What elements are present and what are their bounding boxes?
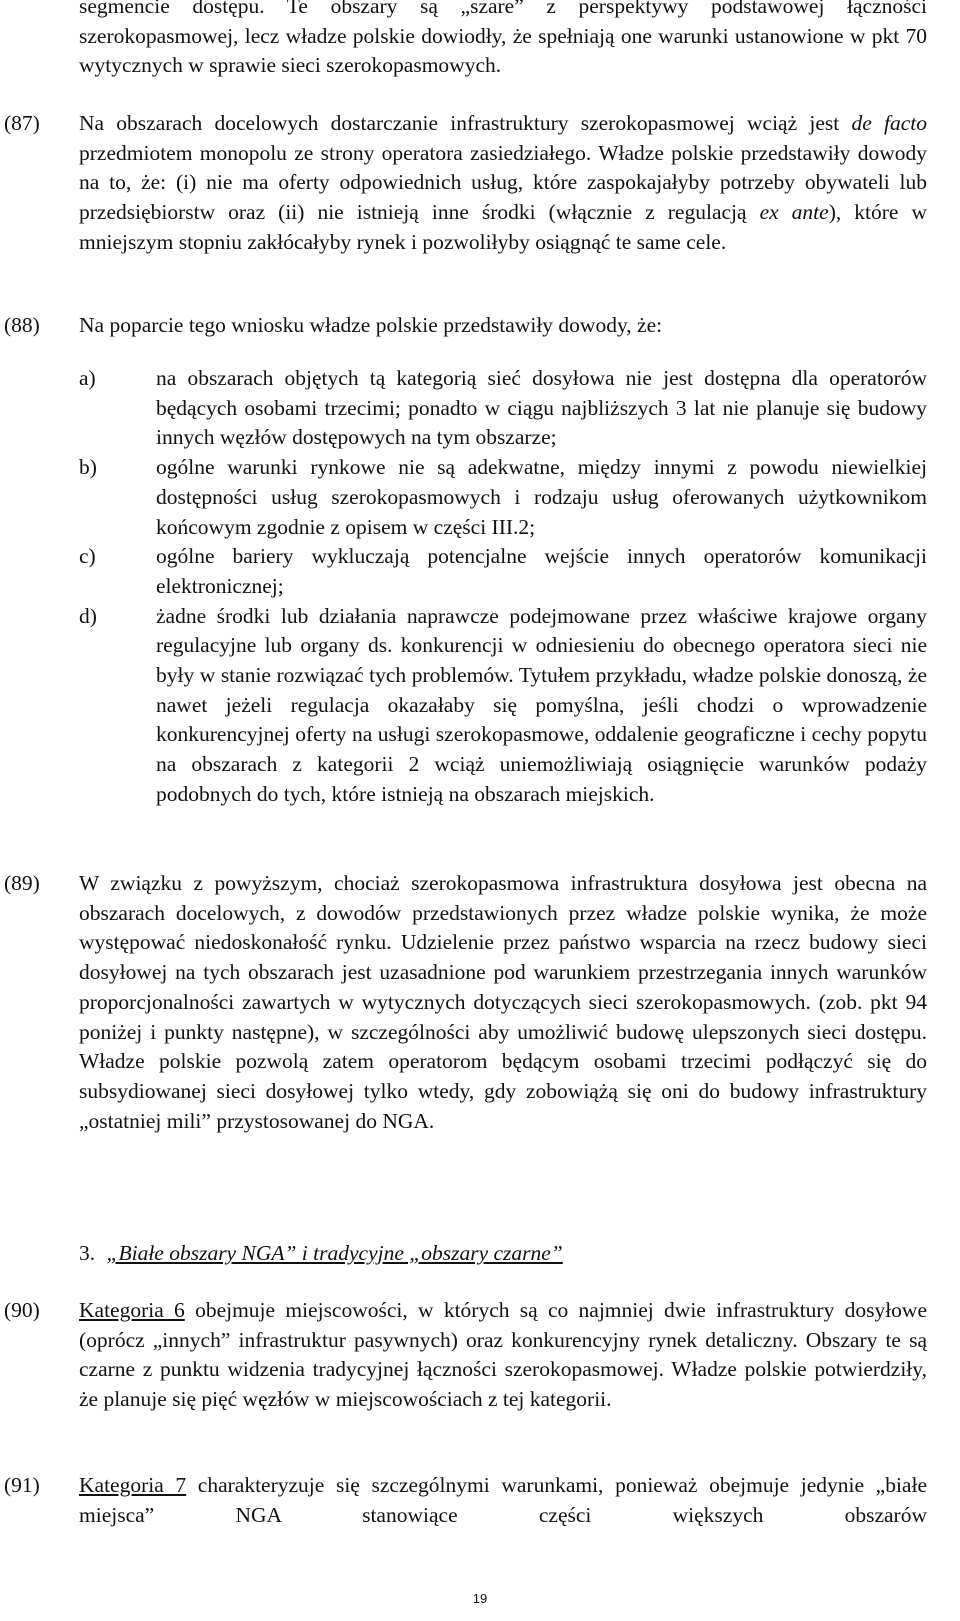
lead-paragraph: segmencie dostępu. Te obszary są „szare” z perspektywy podstawowej łączności szerokopasmowej, lecz władze polskie dowiodły, że spełniają one warunki ustanowione w pkt 70 wytycznych w sprawie sieci szerokopasmowych. xyxy=(79,0,927,78)
paragraph-text: W związku z powyższym, chociaż szerokopasmowa infrastruktura dosyłowa jest obecna na obszarach docelowych, z dowodów przedstawionych przez władze polskie wynika, że może występować niedoskonałość rynku. Udzielenie przez państwo wsparcia na rzecz budowy sieci dosyłowej na tych obszarach jest uzasadnione pod warunkiem przestrzegania innych warunków proporcjonalności zawartych w wytycznych dotyczących sieci szerokopasmowych. (zob. pkt 94 poniżej i punkty następne), w szczególności aby umożliwić budowę ulepszonych sieci dostępu. Władze polskie pozwolą zatem operatorom będącym osobami trzecimi podłączyć się do subsydiowanej sieci dosyłowej tylko wtedy, gdy zobowiążą się oni do budowy infrastruktury „ostatniej mili” przystosowanej do NGA. xyxy=(79,871,927,1133)
text-span: charakteryzuje się szczególnymi warunkami, ponieważ obejmuje jedynie „białe miejsca” NGA stanowiące części większych obszarów xyxy=(79,1473,927,1527)
paragraph-91 xyxy=(0,1471,927,1530)
paragraph-number: (88) xyxy=(4,313,40,337)
paragraph-text xyxy=(79,1471,927,1530)
list-item-label: c) xyxy=(79,544,96,569)
paragraph-number: (89) xyxy=(4,871,40,895)
list-item xyxy=(79,542,927,601)
paragraph-text xyxy=(79,1296,927,1415)
list-item-text: ogólne bariery wykluczają potencjalne wejście innych operatorów komunikacji elektronicznej; xyxy=(156,544,927,598)
paragraph-88 xyxy=(0,311,927,341)
list-item-label: b) xyxy=(79,455,97,480)
list-item xyxy=(79,364,927,453)
section-title: „Białe obszary NGA” i tradycyjne „obszary czarne” xyxy=(106,1241,563,1265)
list-item-text: na obszarach objętych tą kategorią sieć dosyłowa nie jest dostępna dla operatorów będących osobami trzecimi; ponadto w ciągu najbliższych 3 lat nie planuje się budowy innych węzłów dostępowych na tym obszarze; xyxy=(156,366,927,450)
list-item-label: d) xyxy=(79,603,97,628)
paragraph-text: Na poparcie tego wniosku władze polskie przedstawiły dowody, że: xyxy=(79,313,663,337)
paragraph-87 xyxy=(0,109,927,258)
list-item-label: a) xyxy=(79,366,96,390)
text-span: ), które w mniejszym stopniu zakłócałyby rynek i pozwoliłyby osiągnąć te same cele. xyxy=(79,200,927,254)
category-7-link: Kategoria 7 xyxy=(79,1473,187,1497)
paragraph-90 xyxy=(0,1296,927,1415)
paragraph-number: (91) xyxy=(4,1473,40,1497)
italic-term: de facto xyxy=(851,111,927,135)
list-item-text: żadne środki lub działania naprawcze podejmowane przez właściwe krajowe organy regulacyjne lub organy ds. konkurencji w odniesieniu do obecnego operatora sieci nie były w stanie rozwiązać tych problemów. Tytułem przykładu, władze polskie donoszą, że nawet jeżeli regulacja okazałaby się pomyślna, jeśli chodzi o wprowadzenie konkurencyjnej oferty na usługi szerokopasmowe, oddalenie geograficzne i cechy popytu na obszarach z kategorii 2 wciąż uniemożliwiają osiągnięcie warunków podaży podobnych do tych, które istnieją na obszarach miejskich. xyxy=(156,603,927,806)
paragraph-number: (87) xyxy=(4,111,40,135)
paragraph-89 xyxy=(0,869,927,1136)
text-span: przedmiotem monopolu ze strony operatora zasiedziałego. Władze polskie przedstawiły dowody na to, że: (i) nie ma oferty odpowiednich usług, które zaspokajałyby potrzeby obywateli lub przedsiębiorstw oraz (ii) nie istnieją inne środki (włącznie z regulacją xyxy=(79,140,927,225)
text-span: obejmuje miejscowości, w których są co najmniej dwie infrastruktury dosyłowe (oprócz „innych” infrastruktur pasywnych) oraz konkurencyjny rynek detaliczny. Obszary te są czarne z punktu widzenia tradycyjnej łączności szerokopasmowej. Władze polskie potwierdziły, że planuje się pięć węzłów w miejscowościach z tej kategorii. xyxy=(79,1298,928,1412)
list-item xyxy=(79,453,927,542)
italic-term: ex ante xyxy=(759,200,829,225)
paragraph-text xyxy=(79,109,927,258)
evidence-list xyxy=(79,364,927,810)
section-heading xyxy=(79,1239,563,1269)
page-number: 19 xyxy=(472,1591,488,1606)
category-6-link: Kategoria 6 xyxy=(79,1298,185,1322)
list-item xyxy=(79,602,927,810)
list-item-text: ogólne warunki rynkowe nie są adekwatne, między innymi z powodu niewielkiej dostępności usług szerokopasmowych i rodzaju usług oferowanych użytkownikom końcowym zgodnie z opisem w części III.2; xyxy=(156,455,927,539)
text-span: Na obszarach docelowych dostarczanie infrastruktury szerokopasmowej wciąż jest xyxy=(79,111,852,135)
section-number: 3. xyxy=(79,1241,96,1265)
paragraph-number: (90) xyxy=(4,1298,40,1322)
